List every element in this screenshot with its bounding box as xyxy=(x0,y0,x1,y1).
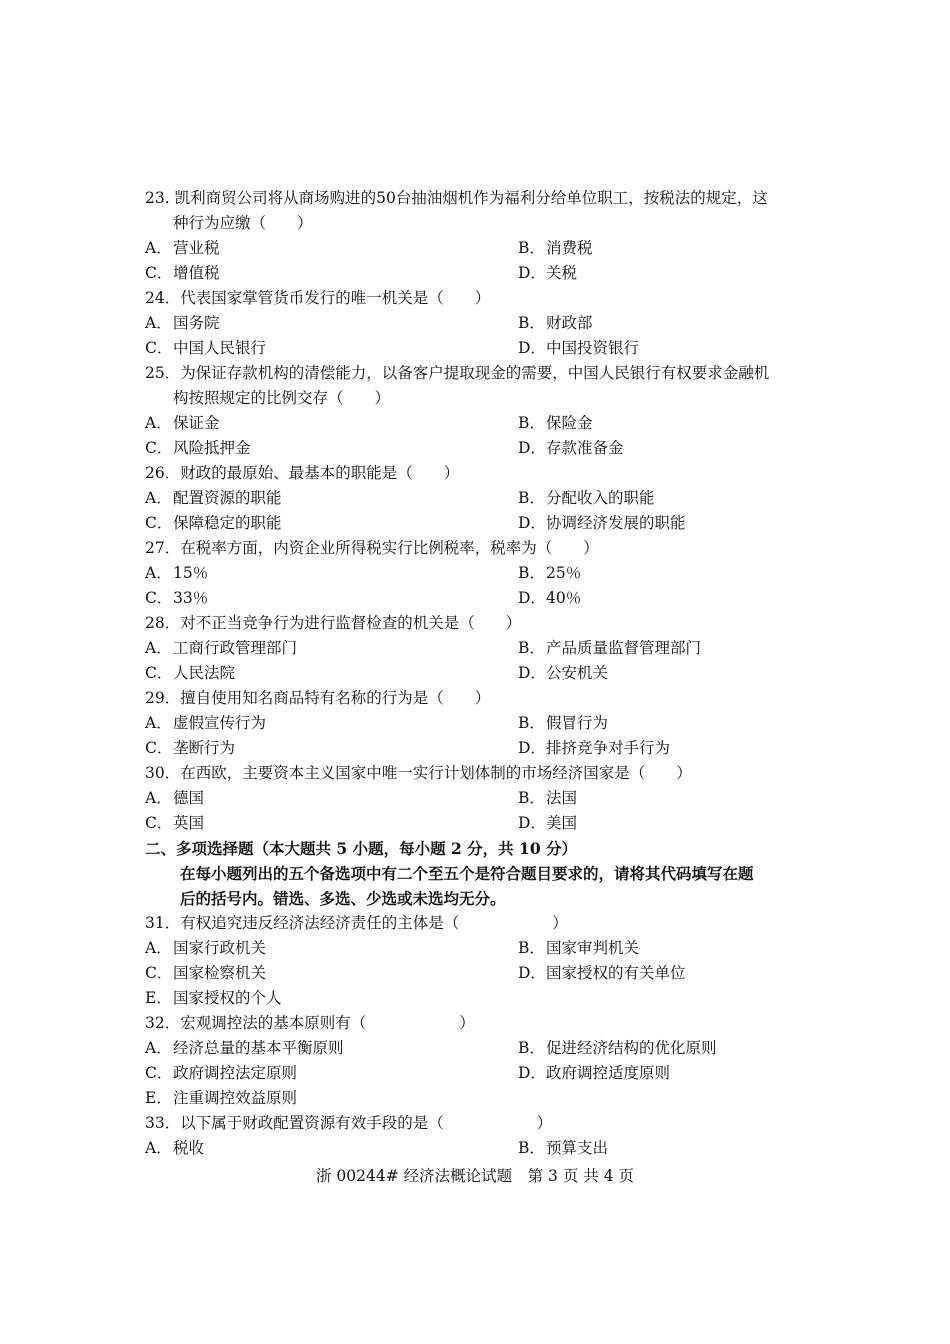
option-text: 预算支出 xyxy=(546,1139,609,1157)
option-letter: D． xyxy=(518,514,546,532)
option-letter: A． xyxy=(145,714,172,732)
option-c xyxy=(145,961,518,986)
question-25-options-row1 xyxy=(145,411,815,436)
option-letter: B． xyxy=(518,1039,545,1057)
option-letter: B． xyxy=(518,939,545,957)
option-text: 排挤竞争对手行为 xyxy=(546,739,671,757)
option-a xyxy=(145,711,518,736)
question-27-options-row1 xyxy=(145,561,815,586)
option-text: 财政部 xyxy=(546,314,593,332)
question-25-stem: 25．为保证存款机构的清偿能力，以备客户提取现金的需要，中国人民银行有权要求金融机 xyxy=(145,364,770,382)
question-25-options-row2 xyxy=(145,436,815,461)
option-d xyxy=(518,736,670,761)
option-text: 消费税 xyxy=(546,239,593,257)
question-23-options-row1 xyxy=(145,236,815,261)
option-text: 国务院 xyxy=(173,314,220,332)
option-text: 分配收入的职能 xyxy=(546,489,655,507)
question-33-options-row1 xyxy=(145,1136,815,1161)
question-32-options-row1 xyxy=(145,1036,815,1061)
option-text: 虚假宣传行为 xyxy=(173,714,267,732)
option-text: 33％ xyxy=(173,589,209,607)
option-a xyxy=(145,1036,518,1061)
option-text: 保障稳定的职能 xyxy=(173,514,282,532)
option-b xyxy=(518,411,593,436)
option-a xyxy=(145,411,518,436)
option-text: 经济总量的基本平衡原则 xyxy=(173,1039,344,1057)
option-letter: A． xyxy=(145,1039,172,1057)
option-a xyxy=(145,636,518,661)
option-text: 垄断行为 xyxy=(173,739,236,757)
option-a xyxy=(145,236,518,261)
option-text: 法国 xyxy=(546,789,578,807)
option-letter: D． xyxy=(518,1064,546,1082)
option-d xyxy=(518,661,608,686)
option-text: 促进经济结构的优化原则 xyxy=(546,1039,717,1057)
option-text: 政府调控法定原则 xyxy=(173,1064,298,1082)
question-26-options-row1 xyxy=(145,486,815,511)
option-b xyxy=(518,311,593,336)
option-letter: C． xyxy=(145,739,173,757)
option-text: 配置资源的职能 xyxy=(173,489,282,507)
question-28-options-row1 xyxy=(145,636,815,661)
option-letter: B． xyxy=(518,489,545,507)
option-letter: B． xyxy=(518,1139,545,1157)
option-b xyxy=(518,486,655,511)
option-letter: D． xyxy=(518,814,546,832)
option-letter: B． xyxy=(518,714,545,732)
option-a xyxy=(145,1136,518,1161)
option-d xyxy=(518,586,581,611)
option-text: 人民法院 xyxy=(173,664,236,682)
option-a xyxy=(145,311,518,336)
option-letter: C． xyxy=(145,514,173,532)
option-letter: A． xyxy=(145,564,172,582)
option-letter: A． xyxy=(145,489,172,507)
option-b xyxy=(518,711,608,736)
option-b xyxy=(518,561,581,586)
option-letter: A． xyxy=(145,414,172,432)
option-a xyxy=(145,936,518,961)
question-30-options-row2 xyxy=(145,811,815,836)
option-text: 关税 xyxy=(546,264,578,282)
option-c xyxy=(145,261,518,286)
question-32-options-row2 xyxy=(145,1061,815,1086)
question-29-options-row2 xyxy=(145,736,815,761)
option-letter: D． xyxy=(518,739,546,757)
option-d xyxy=(518,811,577,836)
question-26-options-row2 xyxy=(145,511,815,536)
question-26-stem: 26．财政的最原始、最基本的职能是（ ） xyxy=(145,464,460,482)
option-c xyxy=(145,436,518,461)
option-d xyxy=(518,261,577,286)
option-letter: C． xyxy=(145,589,173,607)
option-a xyxy=(145,786,518,811)
section-2-instructions: 在每小题列出的五个备选项中有二个至五个是符合题目要求的，请将其代码填写在题 xyxy=(180,864,754,883)
option-text: 40％ xyxy=(546,589,582,607)
option-text: 假冒行为 xyxy=(546,714,609,732)
option-letter: A． xyxy=(145,789,172,807)
question-31-stem: 31．有权追究违反经济法经济责任的主体是（ ） xyxy=(145,914,568,932)
option-letter: A． xyxy=(145,939,172,957)
option-text: 税收 xyxy=(173,1139,205,1157)
option-text: 存款准备金 xyxy=(546,439,624,457)
option-text: 国家审判机关 xyxy=(546,939,640,957)
option-c xyxy=(145,511,518,536)
option-c xyxy=(145,1061,518,1086)
option-letter: A． xyxy=(145,1139,172,1157)
option-letter: C． xyxy=(145,1064,173,1082)
question-33-stem: 33．以下属于财政配置资源有效手段的是（ ） xyxy=(145,1114,553,1132)
option-letter: C． xyxy=(145,964,173,982)
option-letter: D． xyxy=(518,589,546,607)
question-24-stem: 24．代表国家掌管货币发行的唯一机关是（ ） xyxy=(145,289,491,307)
option-text: 协调经济发展的职能 xyxy=(546,514,686,532)
option-letter: B． xyxy=(518,639,545,657)
option-text: 中国投资银行 xyxy=(546,339,640,357)
option-letter: B． xyxy=(518,789,545,807)
option-text: 注重调控效益原则 xyxy=(173,1089,298,1107)
option-a xyxy=(145,561,518,586)
option-a xyxy=(145,486,518,511)
question-28-options-row2 xyxy=(145,661,815,686)
question-23-stem-cont: 种行为应缴（ ） xyxy=(173,214,313,232)
option-text: 工商行政管理部门 xyxy=(173,639,298,657)
option-text: 保证金 xyxy=(173,414,220,432)
option-text: 保险金 xyxy=(546,414,593,432)
option-text: 政府调控适度原则 xyxy=(546,1064,671,1082)
option-letter: C． xyxy=(145,664,173,682)
option-text: 风险抵押金 xyxy=(173,439,251,457)
question-28-stem: 28．对不正当竞争行为进行监督检查的机关是（ ） xyxy=(145,614,522,632)
option-text: 国家授权的个人 xyxy=(173,989,282,1007)
option-c xyxy=(145,736,518,761)
option-text: 15％ xyxy=(173,564,209,582)
question-24-options-row1 xyxy=(145,311,815,336)
option-b xyxy=(518,786,577,811)
section-2-title: 二、多项选择题（本大题共 5 小题，每小题 2 分，共 10 分） xyxy=(145,839,578,858)
question-32-options-row3 xyxy=(145,1086,815,1111)
question-23-stem: 23. 凯利商贸公司将从商场购进的50台抽油烟机作为福利分给单位职工，按税法的规定，这 xyxy=(145,189,768,207)
option-letter: A． xyxy=(145,239,172,257)
option-b xyxy=(518,636,701,661)
option-text: 国家检察机关 xyxy=(173,964,267,982)
section-2-instructions-cont: 后的括号内。错选、多选、少选或未选均无分。 xyxy=(180,889,506,908)
option-letter: E． xyxy=(145,1089,172,1107)
option-letter: A． xyxy=(145,639,172,657)
option-text: 国家授权的有关单位 xyxy=(546,964,686,982)
question-30-stem: 30．在西欧，主要资本主义国家中唯一实行计划体制的市场经济国家是（ ） xyxy=(145,764,692,782)
option-c xyxy=(145,661,518,686)
option-text: 产品质量监督管理部门 xyxy=(546,639,702,657)
option-letter: C． xyxy=(145,814,173,832)
option-letter: A． xyxy=(145,314,172,332)
question-27-options-row2 xyxy=(145,586,815,611)
option-text: 公安机关 xyxy=(546,664,609,682)
option-letter: B． xyxy=(518,414,545,432)
option-b xyxy=(518,936,639,961)
option-e xyxy=(145,1086,518,1111)
question-29-stem: 29．擅自使用知名商品特有名称的行为是（ ） xyxy=(145,689,491,707)
question-30-options-row1 xyxy=(145,786,815,811)
option-d xyxy=(518,511,686,536)
option-text: 中国人民银行 xyxy=(173,339,267,357)
option-text: 25％ xyxy=(546,564,582,582)
question-27-stem: 27．在税率方面，内资企业所得税实行比例税率，税率为（ ） xyxy=(145,539,599,557)
question-31-options-row1 xyxy=(145,936,815,961)
question-29-options-row1 xyxy=(145,711,815,736)
option-text: 英国 xyxy=(173,814,205,832)
question-25-stem-cont: 构按照规定的比例交存（ ） xyxy=(173,389,391,407)
option-letter: C． xyxy=(145,439,173,457)
option-c xyxy=(145,336,518,361)
option-b xyxy=(518,236,593,261)
option-text: 德国 xyxy=(173,789,205,807)
option-c xyxy=(145,586,518,611)
option-d xyxy=(518,436,624,461)
page-footer: 浙 00244# 经济法概论试题 第 3 页 共 4 页 xyxy=(315,1167,634,1185)
option-e xyxy=(145,986,518,1011)
question-32-stem: 32．宏观调控法的基本原则有（ ） xyxy=(145,1014,475,1032)
question-31-options-row3 xyxy=(145,986,815,1011)
option-b xyxy=(518,1036,717,1061)
option-letter: D． xyxy=(518,339,546,357)
option-d xyxy=(518,1061,670,1086)
question-23-options-row2 xyxy=(145,261,815,286)
option-d xyxy=(518,336,639,361)
option-letter: B． xyxy=(518,239,545,257)
option-letter: D． xyxy=(518,439,546,457)
option-text: 美国 xyxy=(546,814,578,832)
option-letter: C． xyxy=(145,339,173,357)
question-24-options-row2 xyxy=(145,336,815,361)
option-letter: D． xyxy=(518,964,546,982)
option-letter: D． xyxy=(518,664,546,682)
question-31-options-row2 xyxy=(145,961,815,986)
option-c xyxy=(145,811,518,836)
exam-page-body xyxy=(145,186,815,1161)
option-letter: B． xyxy=(518,314,545,332)
option-letter: B． xyxy=(518,564,545,582)
option-letter: E． xyxy=(145,989,172,1007)
option-text: 国家行政机关 xyxy=(173,939,267,957)
option-b xyxy=(518,1136,608,1161)
option-letter: C． xyxy=(145,264,173,282)
option-d xyxy=(518,961,686,986)
option-text: 增值税 xyxy=(173,264,220,282)
option-letter: D． xyxy=(518,264,546,282)
option-text: 营业税 xyxy=(173,239,220,257)
